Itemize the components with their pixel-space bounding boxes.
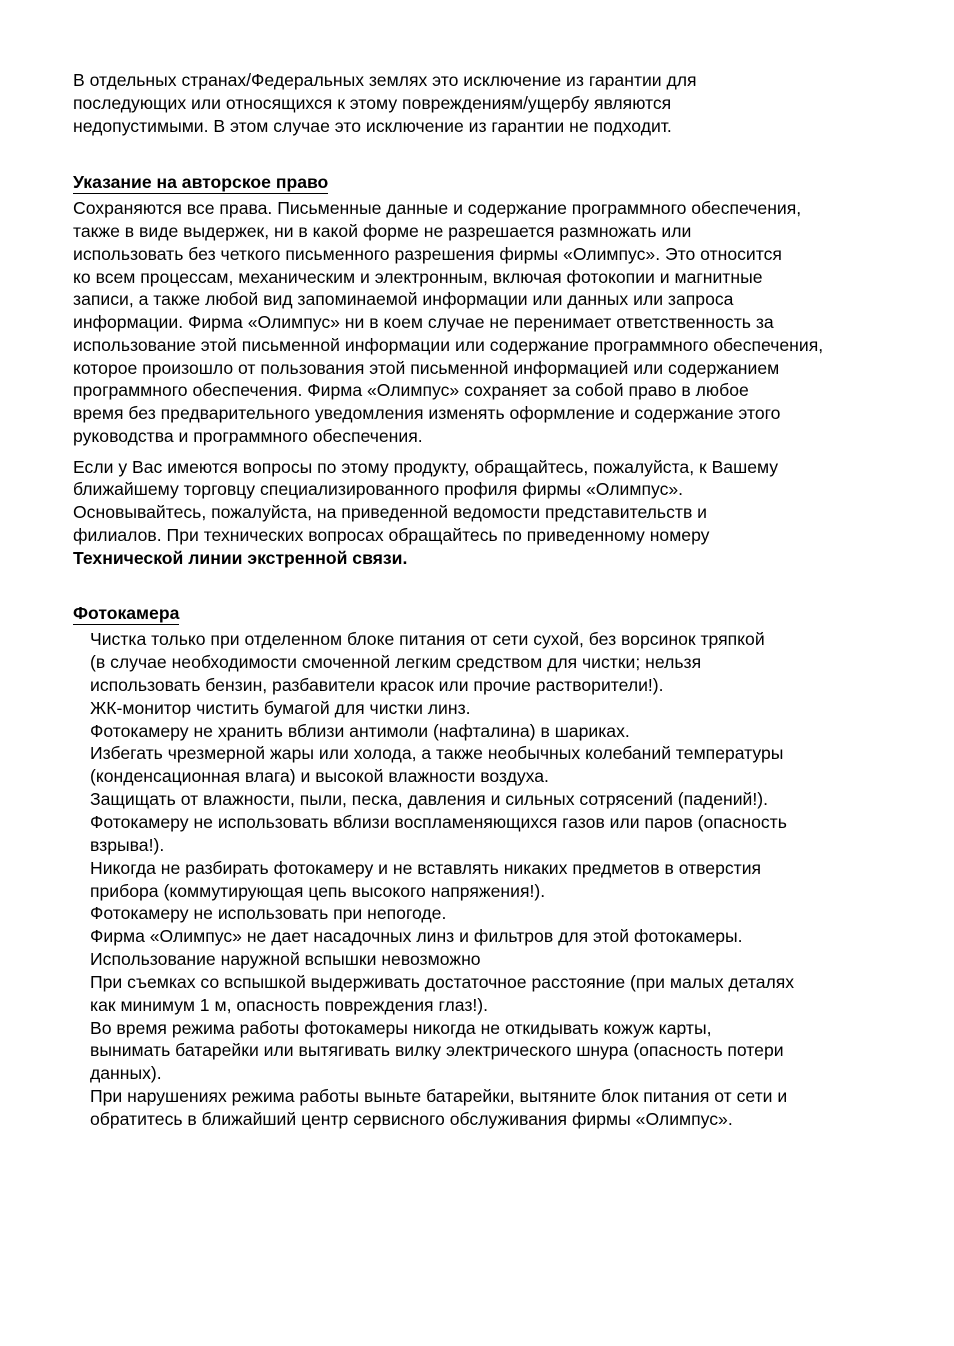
text-line: данных). xyxy=(90,1063,162,1084)
text-line: как минимум 1 м, опасность повреждения глаз!). xyxy=(90,994,489,1015)
list-item xyxy=(90,925,893,948)
text-line: При нарушениях режима работы выньте батарейки, вытяните блок питания от сети и xyxy=(90,1086,788,1107)
text-line: При съемках со вспышкой выдерживать достаточное расстояние (при малых деталях xyxy=(90,971,795,992)
list-item xyxy=(90,811,893,857)
text-line: время без предварительного уведомления изменять оформление и содержание этого xyxy=(73,403,781,423)
text-line: Никогда не разбирать фотокамеру и не вставлять никаких предметов в отверстия xyxy=(90,857,762,878)
camera-care-list xyxy=(73,628,893,1131)
list-item xyxy=(90,697,893,720)
copyright-paragraph xyxy=(73,197,893,447)
text-line: Если у Вас имеются вопросы по этому продукту, обращайтесь, пожалуйста, к Вашему xyxy=(73,456,779,477)
text-line: использовать без четкого письменного разрешения фирмы «Олимпус». Это относится xyxy=(73,243,782,264)
text-line: также в виде выдержек, ни в какой форме не разрешается размножать или xyxy=(73,221,692,241)
text-line: Фотокамеру не использовать при непогоде. xyxy=(90,903,447,924)
text-line: Избегать чрезмерной жары или холода, а также необычных колебаний температуры xyxy=(90,743,784,764)
text-line: взрыва!). xyxy=(90,834,165,855)
camera-heading: Фотокамера xyxy=(73,603,180,624)
list-item xyxy=(90,1017,893,1086)
text-line: программного обеспечения. Фирма «Олимпус» сохраняет за собой право в любое xyxy=(73,380,749,401)
hotline-bold-text: Технической линии экстренной связи. xyxy=(73,547,408,568)
text-line: Фирма «Олимпус» не дает насадочных линз и фильтров для этой фотокамеры. xyxy=(90,926,743,947)
list-item xyxy=(90,742,893,788)
text-line: В отдельных странах/Федеральных землях это исключение из гарантии для xyxy=(73,70,697,90)
text-line: последующих или относящихся к этому повреждениям/ущербу являются xyxy=(73,92,672,113)
intro-paragraph xyxy=(73,69,893,137)
text-line: филиалов. При технических вопросах обращайтесь по приведенному номеру xyxy=(73,524,710,545)
text-line: Фотокамеру не использовать вблизи воспламеняющихся газов или паров (опасность xyxy=(90,812,787,832)
text-line: вынимать батарейки или вытягивать вилку электрического шнура (опасность потери xyxy=(90,1040,784,1061)
text-line: Во время режима работы фотокамеры никогда не откидывать кожуж карты, xyxy=(90,1017,712,1038)
text-line: Сохраняются все права. Письменные данные и содержание программного обеспечения, xyxy=(73,198,802,219)
text-line: использование этой письменной информации или содержание программного обеспечения, xyxy=(73,334,824,355)
text-line: информации. Фирма «Олимпус» ни в коем случае не перенимает ответственность за xyxy=(73,312,774,332)
text-line: Фотокамеру не хранить вблизи антимоли (нафталина) в шариках. xyxy=(90,720,630,741)
list-item xyxy=(90,971,893,1017)
text-line: использовать бензин, разбавители красок или прочие растворители!). xyxy=(90,674,664,695)
list-item xyxy=(90,628,893,697)
list-item xyxy=(90,902,893,925)
list-item xyxy=(90,788,893,811)
text-line: записи, а также любой вид запоминаемой информации или данных или запроса xyxy=(73,289,734,310)
text-line: которое произошло от пользования этой письменной информацией или содержанием xyxy=(73,357,780,378)
text-line: Использование наружной вспышки невозможно xyxy=(90,949,481,970)
text-line: (конденсационная влага) и высокой влажности воздуха. xyxy=(90,766,549,787)
text-line: ближайшему торговцу специализированного профиля фирмы «Олимпус». xyxy=(73,479,684,500)
text-line: руководства и программного обеспечения. xyxy=(73,425,423,446)
text-line: ко всем процессам, механическим и электронным, включая фотокопии и магнитные xyxy=(73,266,763,287)
list-item xyxy=(90,857,893,903)
copyright-heading: Указание на авторское право xyxy=(73,172,329,193)
text-line: недопустимыми. В этом случае это исключение из гарантии не подходит. xyxy=(73,115,672,136)
text-line: Защищать от влажности, пыли, песка, давления и сильных сотрясений (падений!). xyxy=(90,789,769,810)
text-line: прибора (коммутирующая цепь высокого напряжения!). xyxy=(90,880,546,901)
text-line: обратитесь в ближайший центр сервисного обслуживания фирмы «Олимпус». xyxy=(90,1108,733,1129)
text-line: Чистка только при отделенном блоке питания от сети сухой, без ворсинок тряпкой xyxy=(90,629,765,650)
list-item xyxy=(90,720,893,743)
support-paragraph xyxy=(73,456,893,570)
list-item xyxy=(90,948,893,971)
text-line: Основывайтесь, пожалуйста, на приведенной ведомости представительств и xyxy=(73,502,708,522)
text-line: (в случае необходимости смоченной легким средством для чистки; нельзя xyxy=(90,652,702,673)
document-body xyxy=(73,69,893,1131)
text-line: ЖК-монитор чистить бумагой для чистки линз. xyxy=(90,697,471,718)
list-item xyxy=(90,1085,893,1131)
